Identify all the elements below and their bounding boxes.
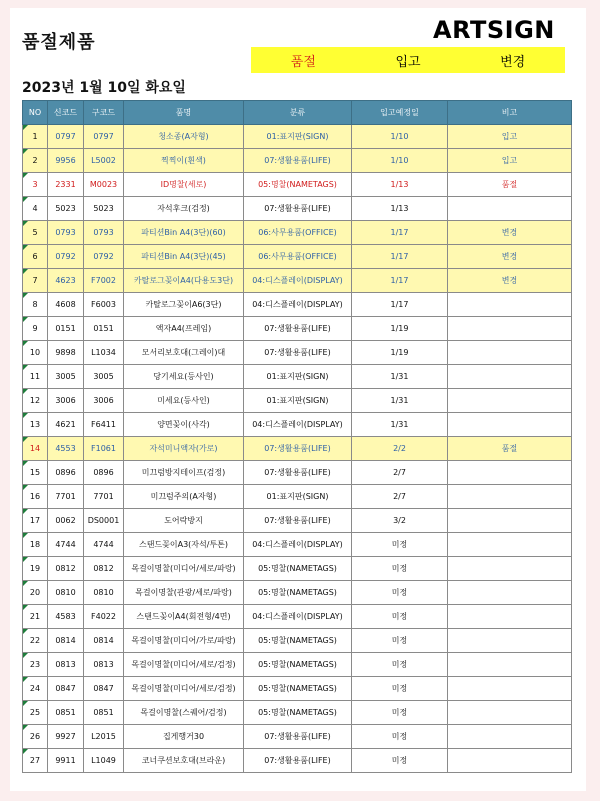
cell-new-code[interactable]: 4553 <box>48 437 84 461</box>
cell-no[interactable]: 14 <box>23 437 48 461</box>
table-row <box>23 413 572 437</box>
cell-old-code[interactable]: L5002 <box>84 149 124 173</box>
cell-new-code[interactable]: 9956 <box>48 149 84 173</box>
cell-old-code[interactable]: 3005 <box>84 365 124 389</box>
cell-no[interactable]: 25 <box>23 701 48 725</box>
cell-note[interactable] <box>448 509 572 533</box>
cell-note[interactable]: 품절 <box>448 173 572 197</box>
cell-product-name[interactable]: ID명찰(세로) <box>124 173 244 197</box>
cell-product-name[interactable]: 미끄럼주의(A자형) <box>124 485 244 509</box>
cell-no[interactable]: 24 <box>23 677 48 701</box>
table-row <box>23 125 572 149</box>
cell-restock-date[interactable]: 1/31 <box>352 389 448 413</box>
cell-restock-date[interactable]: 미정 <box>352 533 448 557</box>
table-row <box>23 149 572 173</box>
col-header-category[interactable]: 분류 <box>244 101 352 125</box>
table-row <box>23 197 572 221</box>
cell-restock-date[interactable]: 2/2 <box>352 437 448 461</box>
cell-product-name[interactable]: 집게행거30 <box>124 725 244 749</box>
cell-category[interactable]: 04:디스플레이(DISPLAY) <box>244 605 352 629</box>
cell-restock-date[interactable]: 미정 <box>352 605 448 629</box>
cell-new-code[interactable]: 2331 <box>48 173 84 197</box>
cell-note[interactable] <box>448 293 572 317</box>
cell-category[interactable]: 04:디스플레이(DISPLAY) <box>244 269 352 293</box>
col-header-restock-date[interactable]: 입고예정일 <box>352 101 448 125</box>
table-row <box>23 677 572 701</box>
cell-product-name[interactable]: 양면꽂이(사각) <box>124 413 244 437</box>
cell-no[interactable]: 17 <box>23 509 48 533</box>
cell-old-code[interactable]: F6411 <box>84 413 124 437</box>
cell-restock-date[interactable]: 1/17 <box>352 269 448 293</box>
cell-category[interactable]: 05:명찰(NAMETAGS) <box>244 581 352 605</box>
cell-no[interactable]: 10 <box>23 341 48 365</box>
cell-new-code[interactable]: 0797 <box>48 125 84 149</box>
cell-product-name[interactable]: 모서리보호대(그레이)대 <box>124 341 244 365</box>
cell-note[interactable] <box>448 461 572 485</box>
table-row <box>23 245 572 269</box>
cell-note[interactable] <box>448 365 572 389</box>
table-row <box>23 509 572 533</box>
cell-category[interactable]: 05:명찰(NAMETAGS) <box>244 677 352 701</box>
cell-old-code[interactable]: 4744 <box>84 533 124 557</box>
table-row <box>23 653 572 677</box>
cell-new-code[interactable]: 0151 <box>48 317 84 341</box>
cell-product-name[interactable]: 목걸이명찰(미디어/세로/파랑) <box>124 557 244 581</box>
cell-restock-date[interactable]: 1/31 <box>352 365 448 389</box>
cell-restock-date[interactable]: 미정 <box>352 749 448 773</box>
cell-note[interactable] <box>448 413 572 437</box>
cell-note[interactable] <box>448 653 572 677</box>
cell-category[interactable]: 05:명찰(NAMETAGS) <box>244 173 352 197</box>
cell-note[interactable]: 변경 <box>448 269 572 293</box>
cell-restock-date[interactable]: 2/7 <box>352 461 448 485</box>
cell-category[interactable]: 04:디스플레이(DISPLAY) <box>244 293 352 317</box>
cell-no[interactable]: 6 <box>23 245 48 269</box>
cell-no[interactable]: 22 <box>23 629 48 653</box>
cell-product-name[interactable]: 목걸이명찰(미디어/세로/검정) <box>124 653 244 677</box>
cell-restock-date[interactable]: 1/17 <box>352 293 448 317</box>
cell-product-name[interactable]: 미끄럼방지테이프(검정) <box>124 461 244 485</box>
col-header-no[interactable]: NO <box>23 101 48 125</box>
table-row <box>23 701 572 725</box>
report-date: 2023년 1월 10일 화요일 <box>22 80 186 96</box>
table-row <box>23 605 572 629</box>
cell-old-code[interactable]: 5023 <box>84 197 124 221</box>
cell-restock-date[interactable]: 1/31 <box>352 413 448 437</box>
cell-category[interactable]: 05:명찰(NAMETAGS) <box>244 557 352 581</box>
cell-category[interactable]: 05:명찰(NAMETAGS) <box>244 653 352 677</box>
cell-note[interactable] <box>448 605 572 629</box>
cell-product-name[interactable]: 자석후크(검정) <box>124 197 244 221</box>
legend-changed: 변경 <box>500 54 526 70</box>
cell-category[interactable]: 05:명찰(NAMETAGS) <box>244 701 352 725</box>
cell-new-code[interactable]: 4621 <box>48 413 84 437</box>
cell-product-name[interactable]: 액자A4(프레임) <box>124 317 244 341</box>
cell-restock-date[interactable]: 1/13 <box>352 197 448 221</box>
cell-new-code[interactable]: 3006 <box>48 389 84 413</box>
cell-note[interactable] <box>448 341 572 365</box>
cell-old-code[interactable]: F4022 <box>84 605 124 629</box>
table-row <box>23 629 572 653</box>
cell-restock-date[interactable]: 1/17 <box>352 245 448 269</box>
cell-category[interactable]: 07:생활용품(LIFE) <box>244 149 352 173</box>
cell-category[interactable]: 07:생활용품(LIFE) <box>244 317 352 341</box>
cell-category[interactable]: 07:생활용품(LIFE) <box>244 749 352 773</box>
cell-category[interactable]: 07:생활용품(LIFE) <box>244 725 352 749</box>
cell-new-code[interactable]: 0810 <box>48 581 84 605</box>
cell-product-name[interactable]: 카탈로그꽂이A4(다용도3단) <box>124 269 244 293</box>
cell-category[interactable]: 01:표지판(SIGN) <box>244 389 352 413</box>
cell-product-name[interactable]: 목걸이명찰(관광/세로/파랑) <box>124 581 244 605</box>
table-header-row <box>23 101 572 125</box>
col-header-note[interactable]: 비고 <box>448 101 572 125</box>
cell-new-code[interactable]: 7701 <box>48 485 84 509</box>
cell-category[interactable]: 01:표지판(SIGN) <box>244 365 352 389</box>
cell-new-code[interactable]: 9898 <box>48 341 84 365</box>
cell-old-code[interactable]: L1034 <box>84 341 124 365</box>
cell-new-code[interactable]: 0812 <box>48 557 84 581</box>
table-row <box>23 485 572 509</box>
cell-old-code[interactable]: 0151 <box>84 317 124 341</box>
cell-product-name[interactable]: 도어락방지 <box>124 509 244 533</box>
cell-restock-date[interactable]: 미정 <box>352 581 448 605</box>
cell-no[interactable]: 18 <box>23 533 48 557</box>
cell-new-code[interactable]: 0847 <box>48 677 84 701</box>
cell-old-code[interactable]: 0812 <box>84 557 124 581</box>
cell-category[interactable]: 06:사무용품(OFFICE) <box>244 221 352 245</box>
cell-category[interactable]: 01:표지판(SIGN) <box>244 485 352 509</box>
cell-old-code[interactable]: 0797 <box>84 125 124 149</box>
cell-no[interactable]: 5 <box>23 221 48 245</box>
cell-new-code[interactable]: 0062 <box>48 509 84 533</box>
cell-no[interactable]: 16 <box>23 485 48 509</box>
cell-no[interactable]: 12 <box>23 389 48 413</box>
cell-note[interactable] <box>448 749 572 773</box>
cell-no[interactable]: 8 <box>23 293 48 317</box>
cell-category[interactable]: 01:표지판(SIGN) <box>244 125 352 149</box>
cell-old-code[interactable]: F1061 <box>84 437 124 461</box>
table-row <box>23 725 572 749</box>
cell-new-code[interactable]: 9911 <box>48 749 84 773</box>
cell-new-code[interactable]: 9927 <box>48 725 84 749</box>
table-row <box>23 317 572 341</box>
col-header-product-name[interactable]: 품명 <box>124 101 244 125</box>
cell-old-code[interactable]: 0810 <box>84 581 124 605</box>
cell-category[interactable]: 04:디스플레이(DISPLAY) <box>244 413 352 437</box>
cell-new-code[interactable]: 4583 <box>48 605 84 629</box>
cell-category[interactable]: 07:생활용품(LIFE) <box>244 341 352 365</box>
cell-restock-date[interactable]: 2/7 <box>352 485 448 509</box>
soldout-table <box>22 100 572 773</box>
cell-product-name[interactable]: 스탠드꽂이A3(자석/투톤) <box>124 533 244 557</box>
cell-new-code[interactable]: 4623 <box>48 269 84 293</box>
table-row <box>23 365 572 389</box>
table-row <box>23 293 572 317</box>
cell-new-code[interactable]: 3005 <box>48 365 84 389</box>
table-row <box>23 269 572 293</box>
cell-restock-date[interactable]: 3/2 <box>352 509 448 533</box>
cell-note[interactable] <box>448 701 572 725</box>
cell-no[interactable]: 4 <box>23 197 48 221</box>
cell-product-name[interactable]: 당기세요(등사인) <box>124 365 244 389</box>
table-body <box>23 125 572 773</box>
cell-restock-date[interactable]: 1/19 <box>352 341 448 365</box>
cell-category[interactable]: 06:사무용품(OFFICE) <box>244 245 352 269</box>
cell-old-code[interactable]: F7002 <box>84 269 124 293</box>
cell-product-name[interactable]: 파티션Bin A4(3단)(45) <box>124 245 244 269</box>
cell-no[interactable]: 26 <box>23 725 48 749</box>
cell-category[interactable]: 07:생활용품(LIFE) <box>244 461 352 485</box>
cell-restock-date[interactable]: 미정 <box>352 629 448 653</box>
cell-note[interactable]: 입고 <box>448 125 572 149</box>
cell-note[interactable]: 입고 <box>448 149 572 173</box>
cell-category[interactable]: 07:생활용품(LIFE) <box>244 437 352 461</box>
cell-restock-date[interactable]: 미정 <box>352 653 448 677</box>
col-header-old-code[interactable]: 구코드 <box>84 101 124 125</box>
cell-restock-date[interactable]: 1/13 <box>352 173 448 197</box>
cell-note[interactable] <box>448 533 572 557</box>
cell-category[interactable]: 07:생활용품(LIFE) <box>244 509 352 533</box>
cell-no[interactable]: 7 <box>23 269 48 293</box>
table-row <box>23 749 572 773</box>
cell-note[interactable]: 변경 <box>448 221 572 245</box>
cell-note[interactable] <box>448 629 572 653</box>
cell-category[interactable]: 07:생활용품(LIFE) <box>244 197 352 221</box>
table-row <box>23 341 572 365</box>
cell-new-code[interactable]: 0793 <box>48 221 84 245</box>
cell-new-code[interactable]: 0814 <box>48 629 84 653</box>
cell-note[interactable] <box>448 389 572 413</box>
cell-note[interactable]: 변경 <box>448 245 572 269</box>
cell-new-code[interactable]: 0851 <box>48 701 84 725</box>
cell-note[interactable] <box>448 581 572 605</box>
cell-note[interactable] <box>448 677 572 701</box>
cell-old-code[interactable]: 7701 <box>84 485 124 509</box>
cell-old-code[interactable]: 0847 <box>84 677 124 701</box>
table-row <box>23 437 572 461</box>
cell-old-code[interactable]: 0814 <box>84 629 124 653</box>
cell-old-code[interactable]: L2015 <box>84 725 124 749</box>
cell-new-code[interactable]: 0813 <box>48 653 84 677</box>
cell-no[interactable]: 21 <box>23 605 48 629</box>
cell-no[interactable]: 19 <box>23 557 48 581</box>
cell-old-code[interactable]: 0792 <box>84 245 124 269</box>
cell-restock-date[interactable]: 미정 <box>352 557 448 581</box>
cell-no[interactable]: 27 <box>23 749 48 773</box>
cell-new-code[interactable]: 5023 <box>48 197 84 221</box>
cell-note[interactable] <box>448 485 572 509</box>
table-row <box>23 389 572 413</box>
legend-instock: 입고 <box>395 54 421 70</box>
cell-no[interactable]: 13 <box>23 413 48 437</box>
cell-product-name[interactable]: 자석미니액자(가로) <box>124 437 244 461</box>
cell-product-name[interactable]: 미세요(등사인) <box>124 389 244 413</box>
table-row <box>23 581 572 605</box>
cell-old-code[interactable]: 0813 <box>84 653 124 677</box>
cell-restock-date[interactable]: 1/10 <box>352 125 448 149</box>
cell-note[interactable]: 품절 <box>448 437 572 461</box>
cell-product-name[interactable]: 찍찍이(흰색) <box>124 149 244 173</box>
table-row <box>23 173 572 197</box>
cell-note[interactable] <box>448 725 572 749</box>
cell-category[interactable]: 04:디스플레이(DISPLAY) <box>244 533 352 557</box>
cell-note[interactable] <box>448 197 572 221</box>
cell-old-code[interactable]: 3006 <box>84 389 124 413</box>
legend-soldout: 품절 <box>290 54 316 70</box>
cell-restock-date[interactable]: 미정 <box>352 725 448 749</box>
cell-new-code[interactable]: 4744 <box>48 533 84 557</box>
cell-note[interactable] <box>448 557 572 581</box>
cell-restock-date[interactable]: 1/10 <box>352 149 448 173</box>
col-header-new-code[interactable]: 신코드 <box>48 101 84 125</box>
cell-old-code[interactable]: F6003 <box>84 293 124 317</box>
table-row <box>23 221 572 245</box>
cell-product-name[interactable]: 코너쿠션보호대(브라운) <box>124 749 244 773</box>
cell-no[interactable]: 11 <box>23 365 48 389</box>
brand-logo: ARTSIGN <box>433 16 555 44</box>
cell-product-name[interactable]: 목걸이명찰(미디어/세로/검정) <box>124 677 244 701</box>
cell-no[interactable]: 3 <box>23 173 48 197</box>
cell-no[interactable]: 1 <box>23 125 48 149</box>
cell-no[interactable]: 20 <box>23 581 48 605</box>
cell-restock-date[interactable]: 1/19 <box>352 317 448 341</box>
cell-no[interactable]: 15 <box>23 461 48 485</box>
status-legend <box>251 47 565 73</box>
cell-old-code[interactable]: 0793 <box>84 221 124 245</box>
table-row <box>23 533 572 557</box>
table-row <box>23 461 572 485</box>
cell-old-code[interactable]: L1049 <box>84 749 124 773</box>
cell-old-code[interactable]: 0896 <box>84 461 124 485</box>
cell-new-code[interactable]: 0896 <box>48 461 84 485</box>
page-title: 품절제품 <box>22 32 96 53</box>
cell-product-name[interactable]: 카탈로그꽂이A6(3단) <box>124 293 244 317</box>
cell-old-code[interactable]: M0023 <box>84 173 124 197</box>
cell-restock-date[interactable]: 미정 <box>352 701 448 725</box>
cell-restock-date[interactable]: 미정 <box>352 677 448 701</box>
cell-product-name[interactable]: 목걸이명찰(스퀘어/검정) <box>124 701 244 725</box>
cell-product-name[interactable]: 목걸이명찰(미디어/가로/파랑) <box>124 629 244 653</box>
cell-category[interactable]: 05:명찰(NAMETAGS) <box>244 629 352 653</box>
cell-no[interactable]: 2 <box>23 149 48 173</box>
cell-no[interactable]: 9 <box>23 317 48 341</box>
cell-new-code[interactable]: 0792 <box>48 245 84 269</box>
cell-no[interactable]: 23 <box>23 653 48 677</box>
cell-product-name[interactable]: 스탠드꽂이A4(회전형/4면) <box>124 605 244 629</box>
cell-note[interactable] <box>448 317 572 341</box>
cell-new-code[interactable]: 4608 <box>48 293 84 317</box>
cell-old-code[interactable]: 0851 <box>84 701 124 725</box>
table-row <box>23 557 572 581</box>
cell-old-code[interactable]: DS0001 <box>84 509 124 533</box>
cell-product-name[interactable]: 청소종(A자형) <box>124 125 244 149</box>
cell-restock-date[interactable]: 1/17 <box>352 221 448 245</box>
cell-product-name[interactable]: 파티션Bin A4(3단)(60) <box>124 221 244 245</box>
